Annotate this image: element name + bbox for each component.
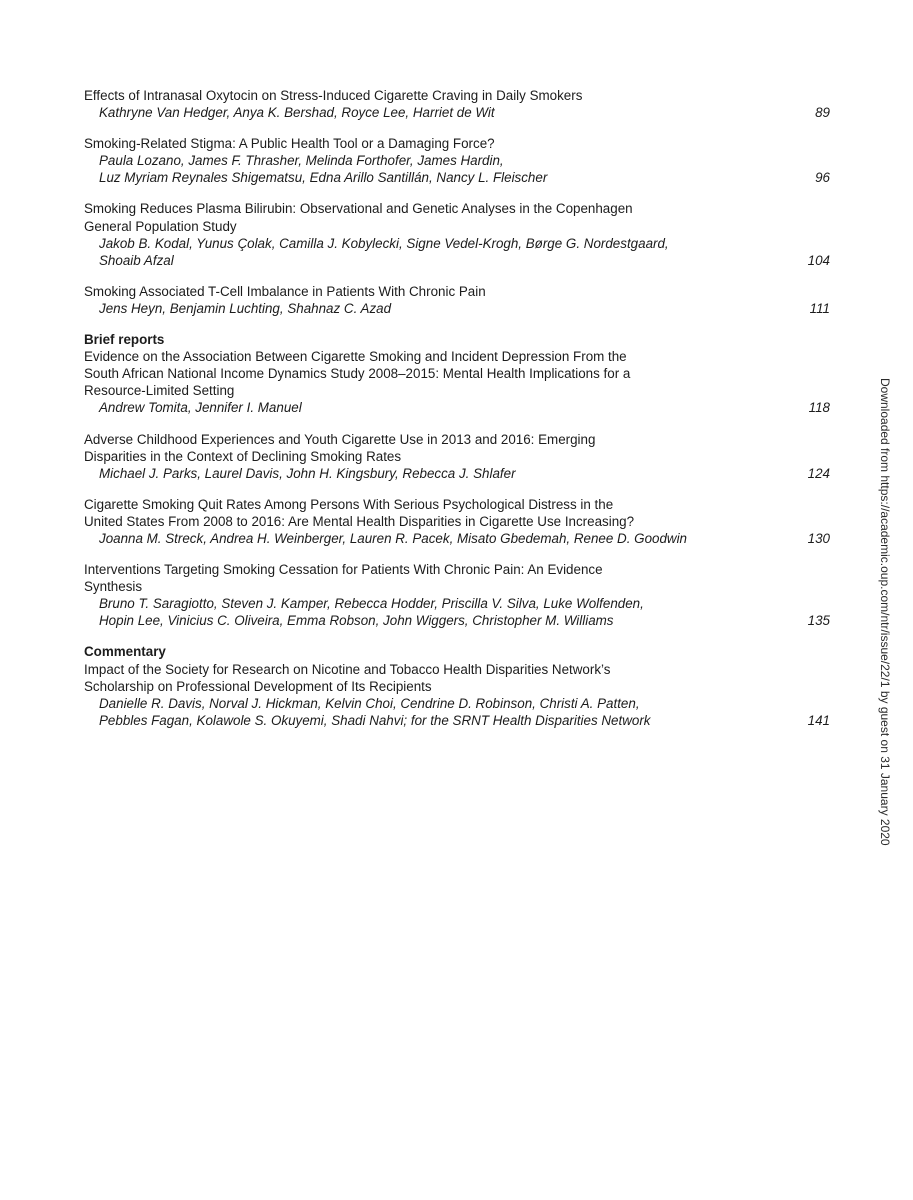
toc-entry bbox=[84, 200, 830, 268]
article-authors bbox=[84, 399, 302, 416]
article-title-line: South African National Income Dynamics Study 2008–2015: Mental Health Implications for a bbox=[84, 366, 631, 382]
toc-entry bbox=[84, 87, 830, 121]
page-number: 141 bbox=[807, 712, 830, 728]
article-authors-line: Michael J. Parks, Laurel Davis, John H. Kingsbury, Rebecca J. Shlafer bbox=[99, 465, 516, 481]
article-authors-line: Shoaib Afzal bbox=[99, 252, 174, 268]
article-title-line: Synthesis bbox=[84, 579, 143, 595]
article-title-line: Resource-Limited Setting bbox=[84, 383, 235, 399]
section-heading: Brief reports bbox=[84, 332, 165, 348]
article-authors bbox=[84, 104, 495, 121]
article-title bbox=[84, 431, 830, 465]
article-title-line: Impact of the Society for Research on Nicotine and Tobacco Health Disparities Network’s bbox=[84, 661, 611, 677]
article-title bbox=[84, 496, 830, 530]
article-title-line: United States From 2008 to 2016: Are Mental Health Disparities in Cigarette Use Increasing? bbox=[84, 513, 635, 529]
article-authors-line: Pebbles Fagan, Kolawole S. Okuyemi, Shadi Nahvi; for the SRNT Health Disparities Network bbox=[99, 712, 651, 728]
page-number: 89 bbox=[815, 105, 830, 121]
toc-entry bbox=[84, 431, 830, 482]
toc-entry bbox=[84, 283, 830, 317]
article-authors-line: Luz Myriam Reynales Shigematsu, Edna Arillo Santillán, Nancy L. Fleischer bbox=[99, 170, 548, 186]
toc-entry bbox=[84, 331, 830, 416]
article-title-line: Disparities in the Context of Declining Smoking Rates bbox=[84, 448, 402, 464]
article-title bbox=[84, 283, 830, 300]
article-title-line: Interventions Targeting Smoking Cessation for Patients With Chronic Pain: An Evidence bbox=[84, 562, 603, 578]
article-authors bbox=[84, 300, 391, 317]
toc-entry bbox=[84, 135, 830, 186]
author-row bbox=[84, 399, 830, 416]
article-title-line: Evidence on the Association Between Cigarette Smoking and Incident Depression From the bbox=[84, 349, 627, 365]
article-authors bbox=[84, 152, 547, 186]
article-title bbox=[84, 87, 830, 104]
toc-entry bbox=[84, 561, 830, 629]
page-number: 104 bbox=[807, 252, 830, 268]
article-authors bbox=[84, 695, 651, 729]
page-number: 96 bbox=[815, 170, 830, 186]
article-title-line: Effects of Intranasal Oxytocin on Stress-Induced Cigarette Craving in Daily Smokers bbox=[84, 88, 583, 103]
article-authors-line: Paula Lozano, James F. Thrasher, Melinda Forthofer, James Hardin, bbox=[99, 153, 504, 169]
article-authors-line: Andrew Tomita, Jennifer I. Manuel bbox=[99, 400, 302, 416]
article-title bbox=[84, 348, 830, 399]
page-number: 130 bbox=[807, 530, 830, 546]
author-row bbox=[84, 595, 830, 629]
article-authors-line: Bruno T. Saragiotto, Steven J. Kamper, Rebecca Hodder, Priscilla V. Silva, Luke Wolfenden, bbox=[99, 596, 644, 612]
article-title-line: Smoking Reduces Plasma Bilirubin: Observational and Genetic Analyses in the Copenhagen bbox=[84, 201, 633, 217]
article-title-line: Adverse Childhood Experiences and Youth Cigarette Use in 2013 and 2016: Emerging bbox=[84, 431, 596, 447]
article-authors bbox=[84, 235, 669, 269]
article-title bbox=[84, 561, 830, 595]
article-authors-line: Jakob B. Kodal, Yunus Çolak, Camilla J. Kobylecki, Signe Vedel-Krogh, Børge G. Nordestgaard, bbox=[99, 235, 669, 251]
download-watermark: Downloaded from https://academic.oup.com/ntr/issue/22/1 by guest on 31 January 2020 bbox=[878, 378, 892, 846]
author-row bbox=[84, 152, 830, 186]
article-authors-line: Danielle R. Davis, Norval J. Hickman, Kelvin Choi, Cendrine D. Robinson, Christi A. Patten, bbox=[99, 695, 640, 711]
author-row bbox=[84, 300, 830, 317]
article-title bbox=[84, 135, 830, 152]
article-title-line: Smoking Associated T-Cell Imbalance in Patients With Chronic Pain bbox=[84, 283, 486, 299]
article-authors bbox=[84, 530, 687, 547]
article-authors bbox=[84, 595, 644, 629]
article-authors bbox=[84, 465, 516, 482]
article-title-line: Smoking-Related Stigma: A Public Health Tool or a Damaging Force? bbox=[84, 136, 495, 152]
toc-entry bbox=[84, 496, 830, 547]
author-row bbox=[84, 530, 830, 547]
author-row bbox=[84, 695, 830, 729]
article-title bbox=[84, 661, 830, 695]
author-row bbox=[84, 465, 830, 482]
page-number: 118 bbox=[808, 400, 830, 416]
article-title-line: Cigarette Smoking Quit Rates Among Persons With Serious Psychological Distress in the bbox=[84, 496, 614, 512]
article-title-line: Scholarship on Professional Development of Its Recipients bbox=[84, 678, 432, 694]
article-authors-line: Joanna M. Streck, Andrea H. Weinberger, Lauren R. Pacek, Misato Gbedemah, Renee D. Goodwin bbox=[99, 530, 688, 546]
article-authors-line: Jens Heyn, Benjamin Luchting, Shahnaz C. Azad bbox=[99, 300, 392, 316]
section-heading: Commentary bbox=[84, 644, 166, 660]
toc-entry bbox=[84, 643, 830, 728]
author-row bbox=[84, 104, 830, 121]
article-title bbox=[84, 200, 830, 234]
article-authors-line: Kathryne Van Hedger, Anya K. Bershad, Royce Lee, Harriet de Wit bbox=[99, 105, 495, 121]
article-authors-line: Hopin Lee, Vinicius C. Oliveira, Emma Robson, John Wiggers, Christopher M. Williams bbox=[99, 613, 614, 629]
table-of-contents bbox=[84, 87, 830, 743]
author-row bbox=[84, 235, 830, 269]
page-number: 124 bbox=[807, 465, 830, 481]
article-title-line: General Population Study bbox=[84, 218, 237, 234]
page-number: 111 bbox=[809, 300, 830, 316]
page-number: 135 bbox=[807, 613, 830, 629]
